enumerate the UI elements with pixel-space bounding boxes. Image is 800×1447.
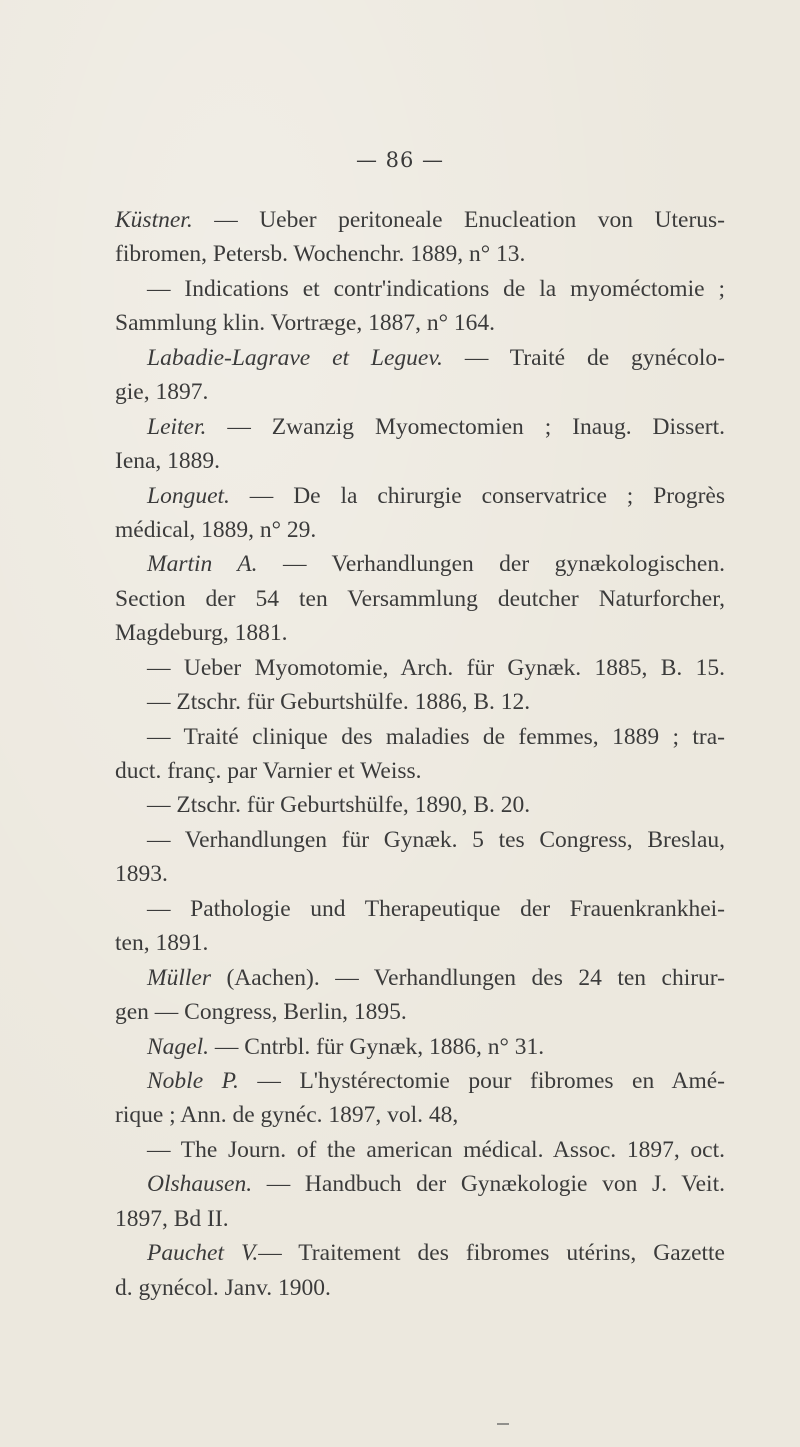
line-text: — Indications et contr'indications de la myoméctomie ; [147, 275, 725, 302]
text-line [115, 1098, 725, 1132]
text-line [115, 926, 725, 960]
author-name: Labadie-Lagrave et Leguev. [147, 344, 443, 371]
author-name: Martin A. [147, 551, 258, 578]
line-text: — Ueber Myomotomie, Arch. für Gynæk. 1885, B. 15. [147, 654, 725, 681]
text-line [115, 754, 725, 788]
text-line [115, 720, 725, 754]
line-text: Iena, 1889. [115, 448, 221, 475]
author-name: Noble P. [147, 1067, 239, 1094]
page-number: — 86 — [355, 148, 445, 172]
line-text: gie, 1897. [115, 379, 209, 406]
text-line [115, 306, 725, 340]
line-text: — Verhandlungen für Gynæk. 5 tes Congress, Breslau, [147, 826, 725, 853]
text-line [115, 1202, 725, 1236]
author-name: Olshausen. [147, 1171, 253, 1198]
ink-smudge [497, 1423, 509, 1425]
text-line [115, 547, 725, 581]
text-line [115, 995, 725, 1029]
line-text: fibromen, Petersb. Wochenchr. 1889, n° 13. [115, 241, 526, 268]
text-line [115, 788, 725, 822]
text-line [115, 616, 725, 650]
line-text: 1893. [115, 861, 168, 888]
line-text: d. gynécol. Janv. 1900. [115, 1274, 331, 1301]
line-text: — Handbuch der Gynækologie von J. Veit. [252, 1171, 725, 1198]
text-line [115, 823, 725, 857]
line-text: — Ztschr. für Geburtshülfe, 1890, B. 20. [147, 792, 531, 819]
text-line [115, 1271, 725, 1305]
text-line [115, 479, 725, 513]
author-name: Nagel. [147, 1033, 210, 1060]
text-line [115, 237, 725, 271]
line-text: — Ztschr. für Geburtshülfe. 1886, B. 12. [147, 689, 531, 716]
line-text: gen — Congress, Berlin, 1895. [115, 999, 407, 1026]
text-line [115, 1167, 725, 1201]
author-name: Küstner. [115, 207, 193, 233]
text-line [115, 1236, 725, 1270]
text-line [115, 444, 725, 478]
text-line [115, 1064, 725, 1098]
line-text: ten, 1891. [115, 930, 209, 957]
text-line [115, 341, 725, 375]
line-text: — De la chirurgie conservatrice ; Progrès [229, 482, 725, 509]
line-text: (Aachen). — Verhandlungen des 24 ten chirur- [210, 964, 725, 991]
text-line [115, 1133, 725, 1167]
author-name: Pauchet V. [147, 1240, 259, 1267]
text-line [115, 203, 725, 237]
line-text: — Traité clinique des maladies de femmes, 1889 ; tra- [147, 723, 725, 750]
line-text: Magdeburg, 1881. [115, 620, 288, 647]
line-text: — L'hystérectomie pour fibromes en Amé- [238, 1067, 725, 1094]
text-line [115, 410, 725, 444]
text-line [115, 1030, 725, 1064]
text-line [115, 513, 725, 547]
line-text: — Verhandlungen der gynækologischen. [257, 551, 725, 578]
author-name: Leiter. [147, 413, 207, 440]
text-line [115, 892, 725, 926]
line-text: — Zwanzig Myomectomien ; Inaug. Dissert. [206, 413, 725, 440]
line-text: médical, 1889, n° 29. [115, 516, 317, 543]
text-line [115, 272, 725, 306]
line-text: — Pathologie und Therapeutique der Frauenkrankhei- [147, 895, 725, 922]
line-text: — Traitement des fibromes utérins, Gazette [258, 1240, 725, 1267]
text-line [115, 857, 725, 891]
line-text: — Traité de gynécolo- [442, 344, 725, 371]
text-line [115, 651, 725, 685]
line-text: Section der 54 ten Versammlung deutcher Naturforcher, [115, 585, 725, 612]
line-text: — Ueber peritoneale Enucleation von Uterus- [192, 207, 725, 233]
line-text: rique ; Ann. de gynéc. 1897, vol. 48, [115, 1102, 459, 1129]
line-text: Sammlung klin. Vortræge, 1887, n° 164. [115, 310, 495, 337]
author-name: Müller [147, 964, 211, 991]
line-text: — The Journ. of the american médical. Assoc. 1897, oct. [147, 1136, 725, 1163]
text-line [115, 685, 725, 719]
line-text: — Cntrbl. für Gynæk, 1886, n° 31. [209, 1033, 545, 1060]
bibliography-text [115, 203, 725, 1305]
text-line [115, 961, 725, 995]
line-text: duct. franç. par Varnier et Weiss. [115, 758, 422, 784]
line-text: 1897, Bd II. [115, 1205, 229, 1232]
author-name: Longuet. [147, 482, 230, 509]
text-line [115, 375, 725, 409]
text-line [115, 582, 725, 616]
